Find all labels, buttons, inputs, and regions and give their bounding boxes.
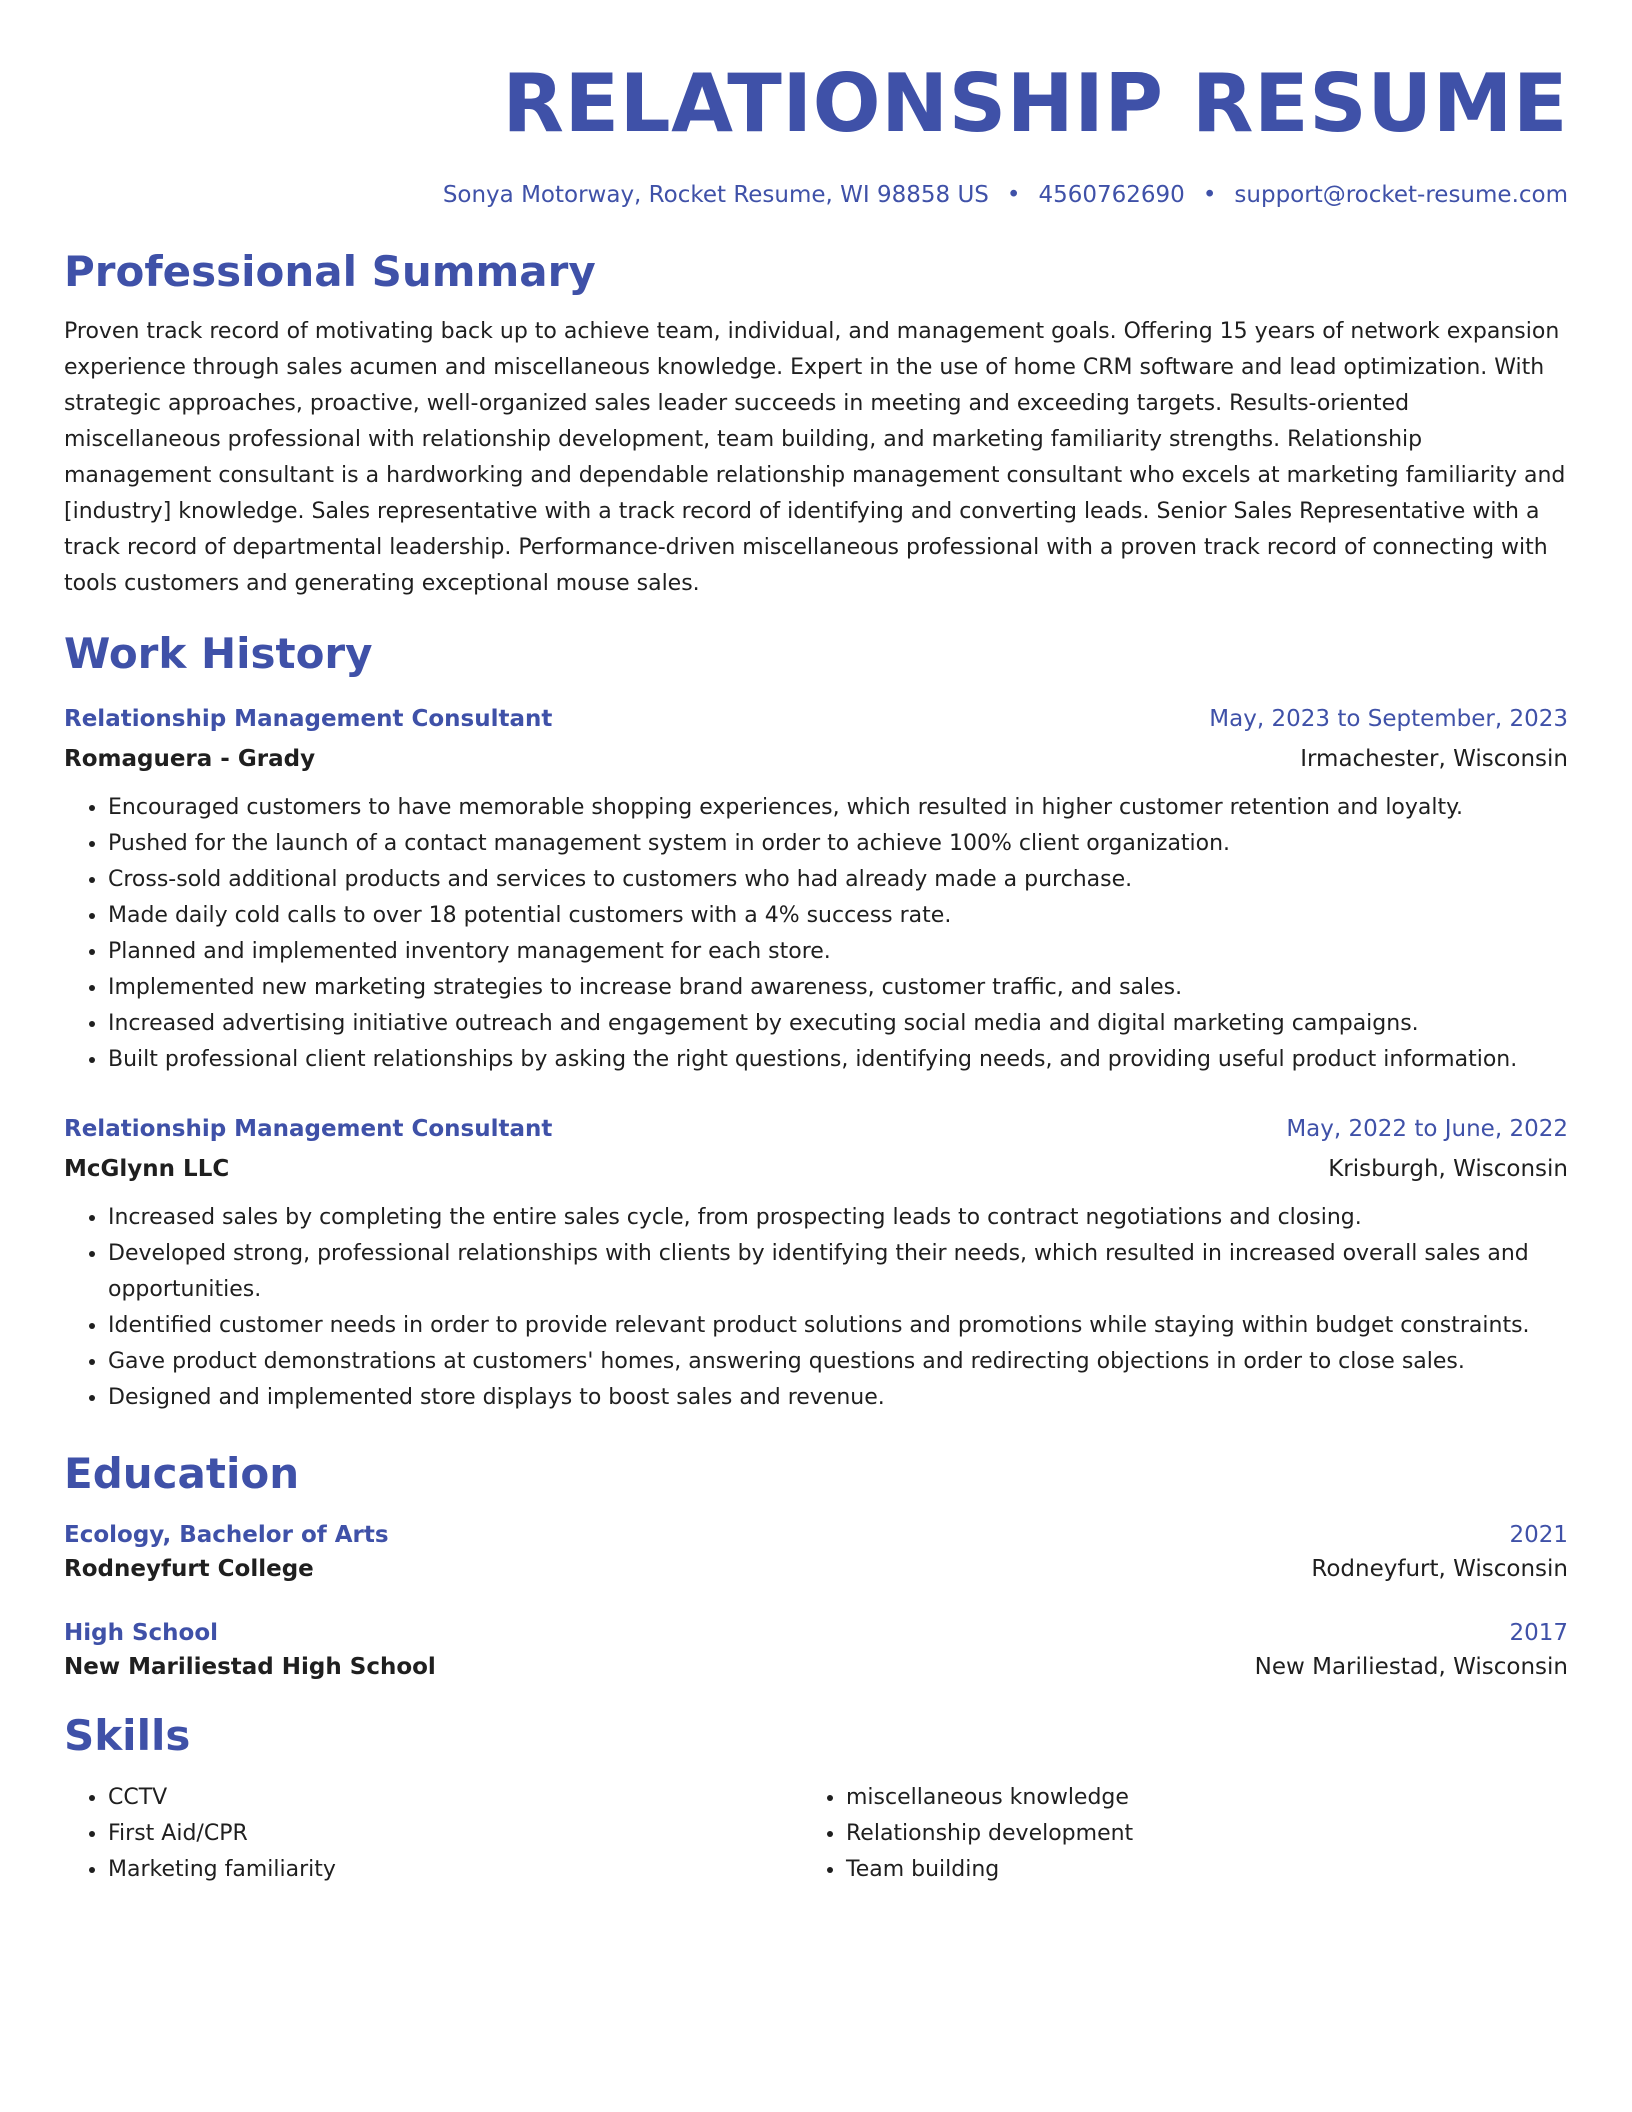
job-entry	[64, 702, 1568, 1078]
job-bullet: • Pushed for the launch of a contact management system in order to achieve 100% client organization.	[108, 826, 1568, 862]
job-bullet: • Gave product demonstrations at customers' homes, answering questions and redirecting objections in order to close sales.	[108, 1344, 1568, 1380]
contact-separator: •	[1202, 182, 1217, 208]
job-bullet: • Implemented new marketing strategies to increase brand awareness, customer traffic, and sales.	[108, 970, 1568, 1006]
education-degree: Ecology, Bachelor of Arts	[64, 1522, 389, 1548]
job-role: Relationship Management Consultant	[64, 706, 553, 732]
education-entry	[64, 1616, 1568, 1684]
job-bullet: • Identified customer needs in order to provide relevant product solutions and promotions while staying within budget constraints.	[108, 1308, 1568, 1344]
contact-phone: 4560762690	[1038, 182, 1185, 208]
job-bullet: • Increased advertising initiative outreach and engagement by executing social media and digital marketing campaigns.	[108, 1006, 1568, 1042]
skills-list-left	[64, 1780, 802, 1888]
job-entry	[64, 1112, 1568, 1416]
job-dates: May, 2023 to September, 2023	[1209, 706, 1568, 732]
job-bullet: • Planned and implemented inventory management for each store.	[108, 934, 1568, 970]
job-company: McGlynn LLC	[64, 1156, 230, 1182]
contact-line	[64, 178, 1568, 212]
skill-item: • miscellaneous knowledge	[846, 1780, 1540, 1816]
skills-section-title: Skills	[64, 1711, 191, 1760]
work-history-section-title: Work History	[64, 629, 373, 678]
job-bullet: • Made daily cold calls to over 18 potential customers with a 4% success rate.	[108, 898, 1568, 934]
job-bullet: • Increased sales by completing the entire sales cycle, from prospecting leads to contract negotiations and closing.	[108, 1200, 1568, 1236]
job-bullet: • Built professional client relationships by asking the right questions, identifying needs, and providing useful product information.	[108, 1042, 1568, 1078]
job-bullet: • Designed and implemented store displays to boost sales and revenue.	[108, 1380, 1568, 1416]
education-entry	[64, 1518, 1568, 1586]
summary-section-title: Professional Summary	[64, 247, 596, 296]
job-bullet: • Cross-sold additional products and services to customers who had already made a purchase.	[108, 862, 1568, 898]
education-year: 2021	[1509, 1522, 1568, 1548]
contact-separator: •	[1006, 182, 1021, 208]
skill-item: • Relationship development	[846, 1816, 1540, 1852]
education-location: New Mariliestad, Wisconsin	[1254, 1654, 1568, 1680]
job-bullet: • Developed strong, professional relationships with clients by identifying their needs, which resulted in increased overall sales and opportunities.	[108, 1236, 1568, 1308]
job-bullet: • Encouraged customers to have memorable shopping experiences, which resulted in higher customer retention and loyalty.	[108, 790, 1568, 826]
skill-item: • Team building	[846, 1852, 1540, 1888]
education-school: Rodneyfurt College	[64, 1556, 314, 1582]
resume-name-heading: RELATIONSHIP RESUME	[502, 57, 1568, 150]
skills-grid	[64, 1780, 1568, 1888]
contact-email: support@rocket-resume.com	[1234, 182, 1568, 208]
job-bullet-list	[64, 790, 1568, 1078]
education-year: 2017	[1509, 1620, 1568, 1646]
skills-list-right	[802, 1780, 1540, 1888]
skill-item: • Marketing familiarity	[108, 1852, 802, 1888]
job-company: Romaguera - Grady	[64, 746, 316, 772]
education-section-title: Education	[64, 1449, 300, 1498]
summary-text: Proven track record of motivating back up to achieve team, individual, and management goals. Offering 15 years of network expansion experience through sales acumen and miscellaneous knowledge. Expert in the use of home CRM software and lead optimization. With strategic approaches, proactive, well-organized sales leader succeeds in meeting and exceeding targets. Results-oriented miscellaneous professional with relationship development, team building, and marketing familiarity strengths. Relationship management consultant is a hardworking and dependable relationship management consultant who excels at marketing familiarity and [industry] knowledge. Sales representative with a track record of identifying and converting leads. Senior Sales Representative with a track record of departmental leadership. Performance-driven miscellaneous professional with a proven track record of connecting with tools customers and generating exceptional mouse sales.	[64, 319, 1566, 596]
job-location: Irmachester, Wisconsin	[1300, 746, 1568, 772]
education-degree: High School	[64, 1620, 219, 1646]
education-school: New Mariliestad High School	[64, 1654, 436, 1680]
job-role: Relationship Management Consultant	[64, 1116, 553, 1142]
skill-item: • First Aid/CPR	[108, 1816, 802, 1852]
education-location: Rodneyfurt, Wisconsin	[1311, 1556, 1568, 1582]
job-dates: May, 2022 to June, 2022	[1286, 1116, 1568, 1142]
job-location: Krisburgh, Wisconsin	[1328, 1156, 1568, 1182]
contact-address: Sonya Motorway, Rocket Resume, WI 98858 US	[442, 182, 989, 208]
skill-item: • CCTV	[108, 1780, 802, 1816]
job-bullet-list	[64, 1200, 1568, 1416]
